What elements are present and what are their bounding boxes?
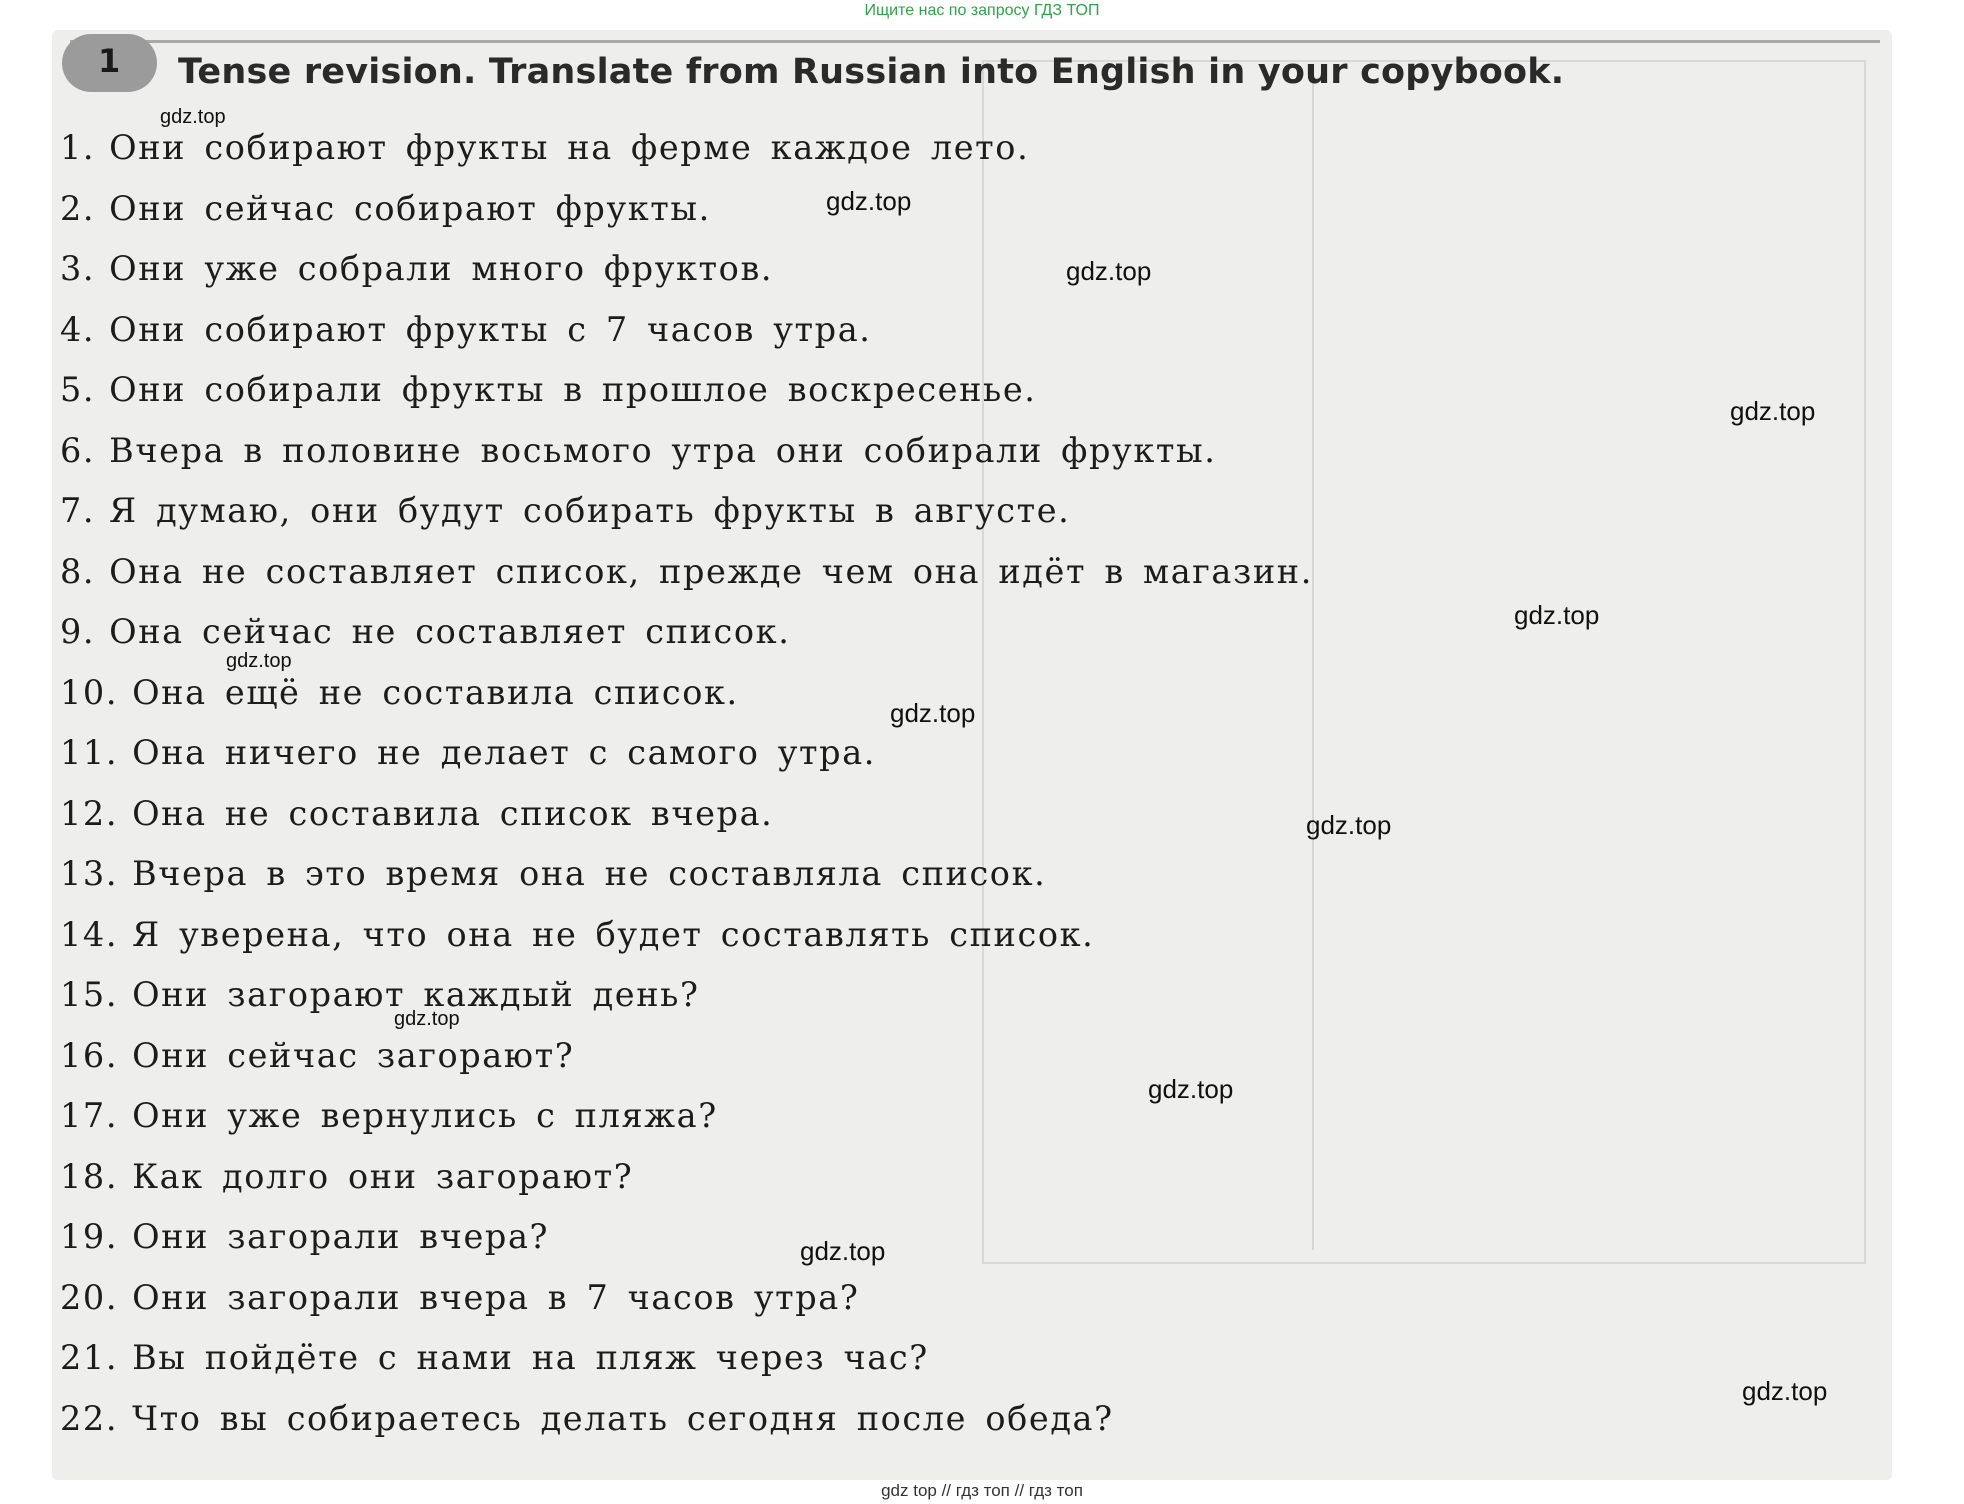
sentence-item [60,1268,1313,1329]
sentence-number: 8. [60,551,96,591]
sentence-number: 18. [60,1156,119,1196]
sentence-text: Она ничего не делает с самого утра. [132,733,877,772]
sentence-number: 9. [60,612,96,651]
watermark: gdz.top [394,1008,460,1030]
sentence-text: Она ещё не составила список. [132,672,739,712]
sentence-number: 17. [60,1096,119,1135]
sentence-item [60,1086,1313,1147]
watermark: gdz.top [800,1236,886,1266]
sentence-number: 4. [60,309,96,349]
footer-links[interactable]: gdz top // гдз топ // гдз топ [881,1481,1083,1500]
sentence-text: Они сейчас собирают фрукты. [109,188,711,228]
sentence-number: 12. [60,793,119,833]
sentence-text: Как долго они загорают? [132,1156,634,1196]
sentence-item [60,1328,1313,1389]
sentence-text: Что вы собираетесь делать сегодня после обеда? [132,1398,1114,1438]
sentence-item [60,542,1313,603]
sentence-item [60,905,1313,966]
sentence-item [60,118,1313,179]
sentence-item [60,1026,1313,1087]
top-search-hint[interactable]: Ищите нас по запросу ГДЗ ТОП [864,2,1100,19]
sentence-number: 16. [60,1035,119,1075]
sentence-number: 14. [60,914,119,954]
sentence-number: 11. [60,733,119,772]
sentence-item [60,784,1313,845]
watermark: gdz.top [1730,396,1816,426]
sentence-text: Вчера в половине восьмого утра они собирали фрукты. [109,430,1217,470]
sentence-item [60,421,1313,482]
sentence-item [60,723,1313,784]
sentence-number: 2. [60,188,96,228]
sentence-item [60,481,1313,542]
watermark: gdz.top [1742,1376,1828,1406]
sentence-text: Я уверена, что она не будет составлять список. [132,914,1095,954]
sentence-text: Они собирают фрукты на ферме каждое лето. [109,128,1030,167]
sentence-text: Вы пойдёте с нами на пляж через час? [132,1338,929,1377]
exercise-title: Tense revision. Translate from Russian into English in your copybook. [178,52,1565,92]
sentence-number: 21. [60,1338,119,1377]
sentence-text: Они сейчас загорают? [132,1035,575,1075]
sentence-number: 6. [60,430,96,470]
sentence-item [60,1389,1313,1450]
sentence-text: Я думаю, они будут собирать фрукты в августе. [109,491,1071,530]
sentence-number: 7. [60,491,96,530]
sentence-number: 10. [60,672,119,712]
sentence-number: 19. [60,1217,119,1256]
sentence-item [60,1207,1313,1268]
sentence-text: Они загорают каждый день? [132,975,700,1014]
watermark: gdz.top [1066,256,1152,286]
sentence-number: 3. [60,249,96,288]
sentence-item [60,965,1313,1026]
top-rule [70,40,1880,43]
watermark: gdz.top [226,650,292,672]
sentence-text: Они загорали вчера в 7 часов утра? [132,1277,860,1317]
watermark: gdz.top [1148,1074,1234,1104]
sentence-number: 22. [60,1398,119,1438]
sentence-text: Они уже собрали много фруктов. [109,249,774,288]
sentence-number: 20. [60,1277,119,1317]
watermark: gdz.top [160,106,226,128]
sentence-item [60,300,1313,361]
sentence-text: Они уже вернулись с пляжа? [132,1096,718,1135]
sentence-number: 13. [60,854,119,893]
sentence-item [60,844,1313,905]
sentence-text: Вчера в это время она не составляла список. [132,854,1047,893]
sentence-item [60,179,1313,240]
sentence-item [60,360,1313,421]
sentence-text: Они собирали фрукты в прошлое воскресенье. [109,370,1037,409]
sentence-number: 15. [60,975,119,1014]
exercise-number: 1 [98,42,121,80]
watermark: gdz.top [1514,600,1600,630]
sentence-text: Они собирают фрукты с 7 часов утра. [109,309,872,349]
sentence-list [60,118,1313,1449]
sentence-text: Она не составляет список, прежде чем она идёт в магазин. [109,551,1313,591]
sentence-text: Они загорали вчера? [132,1217,550,1256]
sentence-text: Она не составила список вчера. [132,793,774,833]
watermark: gdz.top [1306,810,1392,840]
sentence-text: Она сейчас не составляет список. [109,612,791,651]
sentence-item [60,1147,1313,1208]
exercise-number-badge [62,34,157,92]
watermark: gdz.top [826,186,912,216]
sentence-number: 5. [60,370,96,409]
watermark: gdz.top [890,698,976,728]
sentence-number: 1. [60,128,96,167]
